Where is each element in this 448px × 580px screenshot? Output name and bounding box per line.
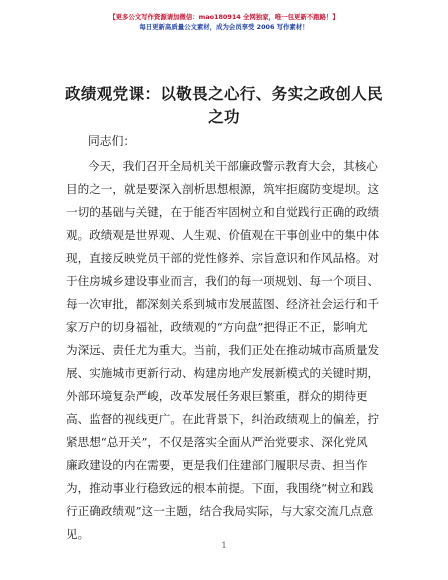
document-title-line-2: 之功	[208, 108, 240, 126]
body-text-line: 为，推动事业行稳致远的根本前提。下面，我围绕“树立和践	[66, 481, 374, 495]
body-text-line: 家万户的切身福祉，政绩观的“方向盘”把得正不正，影响尤	[66, 320, 368, 334]
body-text-line: 目的之一，就是要深入剖析思想根源，筑牢拒腐防变堤坝。这	[66, 182, 380, 196]
body-text-line: 观。政绩观是世界观、人生观、价值观在干事创业中的集中体	[66, 228, 380, 242]
page-number: 1	[221, 541, 227, 550]
body-text-line: 廉政建设的内在需要，更是我们住建部门履职尽责、担当作	[66, 458, 368, 472]
promo-banner-line-1: 【更多公文写作资源请加微信：mao180914 全网独家，唯一包更新不跑路！】	[109, 13, 339, 21]
body-text-line: 今天，我们召开全局机关干部廉政警示教育大会，其核心	[88, 159, 378, 173]
body-text-line: 为深远、责任尤为重大。当前，我们正处在推动城市高质量发	[66, 343, 380, 357]
body-text-line: 一切的基础与关键，在于能否牢固树立和自觉践行正确的政绩	[66, 205, 380, 219]
salutation: 同志们：	[88, 134, 136, 148]
body-text-line: 紧思想“总开关”，不仅是落实全面从严治党要求、深化党风	[66, 435, 368, 449]
body-text-line: 每一次审批，都深刻关系到城市发展蓝图、经济社会运行和千	[66, 297, 380, 311]
document-title-line-1: 政绩观党课：以敬畏之心行、务实之政创人民	[64, 85, 383, 103]
body-text-line: 见。	[66, 527, 90, 541]
promo-banner-line-2: 每日更新高质量公文素材，成为会员享受 2006 写作素材！	[139, 23, 309, 31]
body-text-line: 现，直接反映党员干部的党性修养、宗旨意识和作风品格。对	[66, 251, 380, 265]
body-text-line: 行正确政绩观”这一主题，结合我局实际，与大家交流几点意	[66, 504, 374, 518]
body-text-line: 高、监督的视线更广。在此背景下，纠治政绩观上的偏差，拧	[66, 412, 380, 426]
body-text-line: 于住房城乡建设事业而言，我们的每一项规划、每一个项目、	[66, 274, 380, 288]
body-text-line: 展、实施城市更新行动、构建房地产发展新模式的关键时期，	[66, 366, 380, 380]
body-text-line: 外部环境复杂严峻，改革发展任务艰巨繁重，群众的期待更	[66, 389, 368, 403]
